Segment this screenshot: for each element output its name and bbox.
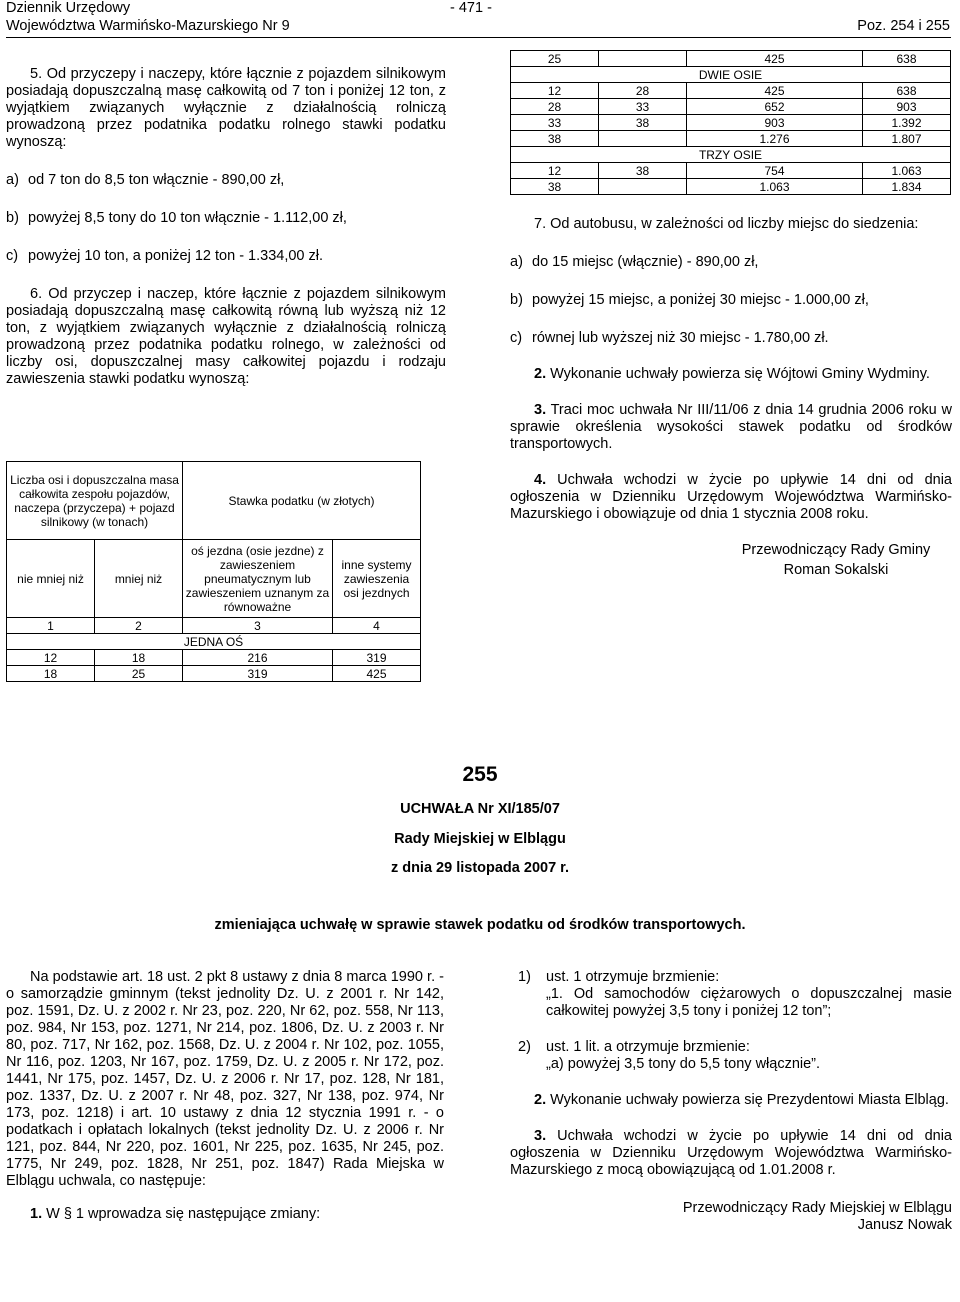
table-cell: 425 <box>333 666 421 682</box>
table-cell: 12 <box>511 163 599 179</box>
section-text: Uchwała wchodzi w życie po upływie 14 dni od dnia ogłoszenia w Dzienniku Urzędowym Województwa Warmińsko-Mazurskiego i obowiązuje od dnia 1 stycznia 2008 roku. <box>510 472 952 522</box>
table-cell: 638 <box>863 83 951 99</box>
act-issuing-body: Rady Miejskiej w Elblągu <box>394 831 566 847</box>
list-item-label: b) <box>510 292 523 308</box>
table-cell: 1.807 <box>863 131 951 147</box>
list-item-label: a) <box>510 254 523 270</box>
signer-title: Przewodniczący Rady Gminy <box>741 542 931 558</box>
amendment-quote: „a) powyżej 3,5 tony do 5,5 tony włącznie”. <box>546 1056 821 1072</box>
table-row <box>511 163 951 179</box>
table-row <box>511 131 951 147</box>
column-number: 4 <box>333 618 421 634</box>
journal-title: Dziennik Urzędowy <box>6 0 131 16</box>
table-cell: 33 <box>599 99 687 115</box>
section-number: 2. <box>534 366 547 382</box>
table-cell <box>599 179 687 195</box>
table-cell: 216 <box>183 650 333 666</box>
table-row <box>511 115 951 131</box>
table-cell: 12 <box>511 83 599 99</box>
table-cell <box>599 131 687 147</box>
section-two-axles: DWIE OSIE <box>511 67 951 83</box>
act-title: UCHWAŁA Nr XI/185/07 <box>400 801 560 817</box>
section-number: 1. <box>30 1206 43 1222</box>
tax-rate-table-continued <box>510 50 951 195</box>
tax-rate-table <box>6 461 421 682</box>
table-cell: 18 <box>7 666 95 682</box>
list-item <box>510 254 952 271</box>
page-number: - 471 - <box>450 0 492 16</box>
column-number: 3 <box>183 618 333 634</box>
bottom-left-column <box>6 969 444 1223</box>
header-min: nie mniej niż <box>7 540 95 618</box>
header-other-suspension: inne systemy zawieszenia osi jezdnych <box>333 540 421 618</box>
section-one-axle: JEDNA OŚ <box>7 634 421 650</box>
table-cell: 319 <box>183 666 333 682</box>
table-row <box>7 666 421 682</box>
section-3 <box>510 1128 952 1179</box>
section-text: Wykonanie uchwały powierza się Wójtowi Gminy Wydminy. <box>546 366 930 382</box>
section-number: 2. <box>534 1092 547 1108</box>
list-item-text: powyżej 10 ton, a poniżej 12 ton - 1.334,00 zł. <box>28 248 324 264</box>
paragraph-6: 6. Od przyczep i naczep, które łącznie z pojazdem silnikowym posiadają dopuszczalną masę całkowitą równą lub wyższą niż 12 ton, z wyjątkiem związanych wyłącznie z działalnością rolniczą prowadzoną przez podatnika podatku rolnego, w zależności od liczby osi, dopuszczalnej masy całkowitej pojazdu i rodzaju zawieszenia stawki podatku wynoszą: <box>6 286 446 387</box>
amendment-item <box>510 969 952 1020</box>
table-cell: 38 <box>511 131 599 147</box>
section-number: 3. <box>534 1128 547 1144</box>
header-max: mniej niż <box>95 540 183 618</box>
table-cell: 638 <box>863 51 951 67</box>
table-cell: 1.834 <box>863 179 951 195</box>
legal-basis: Na podstawie art. 18 ust. 2 pkt 8 ustawy z dnia 8 marca 1990 r. - o samorządzie gminnym (tekst jednolity Dz. U. z 2001 r. Nr 142, poz. 1591, Dz. U. z 2002 r. Nr 23, poz. 220, Nr 62, poz. 558, Nr 113, poz. 984, Nr 153, poz. 1271, Nr 214, poz. 1806, Dz. U. z 2003 r. Nr 80, poz. 717, Nr 162, poz. 1568, Dz. U. z 2004 r. Nr 102, poz. 1055, Nr 116, poz. 1203, Nr 167, poz. 1759, Dz. U. z 2005 r. Nr 172, poz. 1441, Nr 175, poz. 1457, Dz. U. z 2006 r. Nr 17, poz. 128, Nr 181, poz. 1337, Dz. U. z 2007 r. Nr 48, poz. 327, Nr 138, poz. 974, Nr 173, poz. 1218) i art. 10 ustawy z dnia 12 stycznia 1991 r. - o podatkach i opłatach lokalnych (tekst jednolity Dz. U. z 2006 r. Nr 121, poz. 844, Nr 220, poz. 1601, Nr 225, poz. 1635, Nr 245, poz. 1775, Nr 249, poz. 1828, Nr 251, poz. 1847) Rada Miejska w Elblągu uchwala, co następuje: <box>6 969 444 1189</box>
section-text: Traci moc uchwała Nr III/11/06 z dnia 14 grudnia 2006 roku w sprawie określenia wysokości stawek podatku od środków transportowych. <box>510 402 952 452</box>
section-three-axles: TRZY OSIE <box>511 147 951 163</box>
table-cell: 1.063 <box>687 179 863 195</box>
list-item-text: powyżej 15 miejsc, a poniżej 30 miejsc - 1.000,00 zł, <box>532 292 869 308</box>
section-number: 3. <box>534 402 547 418</box>
table-cell: 25 <box>95 666 183 682</box>
table-cell: 903 <box>863 99 951 115</box>
header-air-suspension: oś jezdna (osie jezdne) z zawieszeniem pneumatycznym lub zawieszeniem uznanym za równoważne <box>183 540 333 618</box>
header-divider <box>6 37 951 38</box>
table-cell: 1.276 <box>687 131 863 147</box>
section-3 <box>510 402 952 453</box>
left-column <box>6 66 446 388</box>
table-cell: 425 <box>687 83 863 99</box>
table-cell: 1.063 <box>863 163 951 179</box>
table-cell: 33 <box>511 115 599 131</box>
table-cell: 1.392 <box>863 115 951 131</box>
signer-name: Janusz Nowak <box>857 1217 952 1233</box>
table-row <box>7 650 421 666</box>
amendment-head: ust. 1 lit. a otrzymuje brzmienie: <box>546 1039 750 1055</box>
act-date: z dnia 29 listopada 2007 r. <box>390 860 570 876</box>
table-row <box>511 179 951 195</box>
journal-region: Województwa Warmińsko-Mazurskiego Nr 9 <box>6 18 290 34</box>
table-cell: 38 <box>599 163 687 179</box>
amendment-head: ust. 1 otrzymuje brzmienie: <box>546 969 720 985</box>
list-item-label: c) <box>6 248 19 264</box>
act-number: 255 <box>462 763 498 786</box>
table-row <box>511 99 951 115</box>
list-item-label: a) <box>6 172 19 188</box>
table-cell: 319 <box>333 650 421 666</box>
table-row <box>511 83 951 99</box>
table-cell: 25 <box>511 51 599 67</box>
section-text: Uchwała wchodzi w życie po upływie 14 dni od dnia ogłoszenia w Dzienniku Urzędowym Województwa Warmińsko-Mazurskiego z mocą obowiązującą od 1.01.2008 r. <box>510 1128 952 1178</box>
paragraph-5: 5. Od przyczepy i naczepy, które łącznie z pojazdem silnikowym posiadają dopuszczalną masę całkowitą od 7 ton i poniżej 12 ton, z wyjątkiem związanych wyłącznie z działalnością rolniczą prowadzoną przez podatnika podatku rolnego stawki podatku wynoszą: <box>6 66 446 150</box>
paragraph-7: 7. Od autobusu, w zależności od liczby miejsc do siedzenia: <box>534 216 919 232</box>
table-cell: 28 <box>599 83 687 99</box>
list-item <box>6 210 446 227</box>
table-cell: 38 <box>599 115 687 131</box>
table-cell: 754 <box>687 163 863 179</box>
header-tax-rate: Stawka podatku (w złotych) <box>183 462 421 540</box>
bottom-right-column <box>510 969 952 1234</box>
signer-name: Roman Sokalski <box>783 562 889 578</box>
section-2 <box>510 366 952 383</box>
table-cell: 12 <box>7 650 95 666</box>
act-subject: zmieniająca uchwałę w sprawie stawek podatku od środków transportowych. <box>214 917 746 933</box>
list-item-label: c) <box>510 330 523 346</box>
column-number: 2 <box>95 618 183 634</box>
signer-title: Przewodniczący Rady Miejskiej w Elblągu <box>682 1200 952 1216</box>
table-cell: 38 <box>511 179 599 195</box>
list-item-text: od 7 ton do 8,5 ton włącznie - 890,00 zł, <box>28 172 285 188</box>
table-cell: 425 <box>687 51 863 67</box>
amendment-label: 1) <box>518 969 531 985</box>
table-cell: 28 <box>511 99 599 115</box>
section-number: 4. <box>534 472 547 488</box>
table-cell: 903 <box>687 115 863 131</box>
amendment-item <box>510 1039 952 1073</box>
list-item <box>6 172 446 189</box>
list-item-text: do 15 miejsc (włącznie) - 890,00 zł, <box>532 254 759 270</box>
section-1 <box>6 1206 444 1223</box>
column-number: 1 <box>7 618 95 634</box>
position-reference: Poz. 254 i 255 <box>857 18 950 34</box>
section-2 <box>510 1092 952 1109</box>
header-axle-mass: Liczba osi i dopuszczalna masa całkowita zespołu pojazdów, naczepa (przyczepa) + pojazd silnikowy (w tonach) <box>7 462 183 540</box>
list-item <box>510 330 952 347</box>
table-row <box>511 51 951 67</box>
section-4 <box>510 472 952 523</box>
list-item <box>510 292 952 309</box>
list-item <box>6 248 446 265</box>
table-cell: 18 <box>95 650 183 666</box>
section-text: Wykonanie uchwały powierza się Prezydentowi Miasta Elbląg. <box>546 1092 949 1108</box>
list-item-text: powyżej 8,5 tony do 10 ton włącznie - 1.112,00 zł, <box>28 210 347 226</box>
amendment-label: 2) <box>518 1039 531 1055</box>
list-item-text: równej lub wyższej niż 30 miejsc - 1.780,00 zł. <box>532 330 829 346</box>
list-item-label: b) <box>6 210 19 226</box>
section-text: W § 1 wprowadza się następujące zmiany: <box>42 1206 321 1222</box>
right-column <box>510 216 952 579</box>
table-cell <box>599 51 687 67</box>
table-cell: 652 <box>687 99 863 115</box>
amendment-quote: „1. Od samochodów ciężarowych o dopuszczalnej masie całkowitej powyżej 3,5 tony i poniżej 12 ton”; <box>546 986 952 1019</box>
